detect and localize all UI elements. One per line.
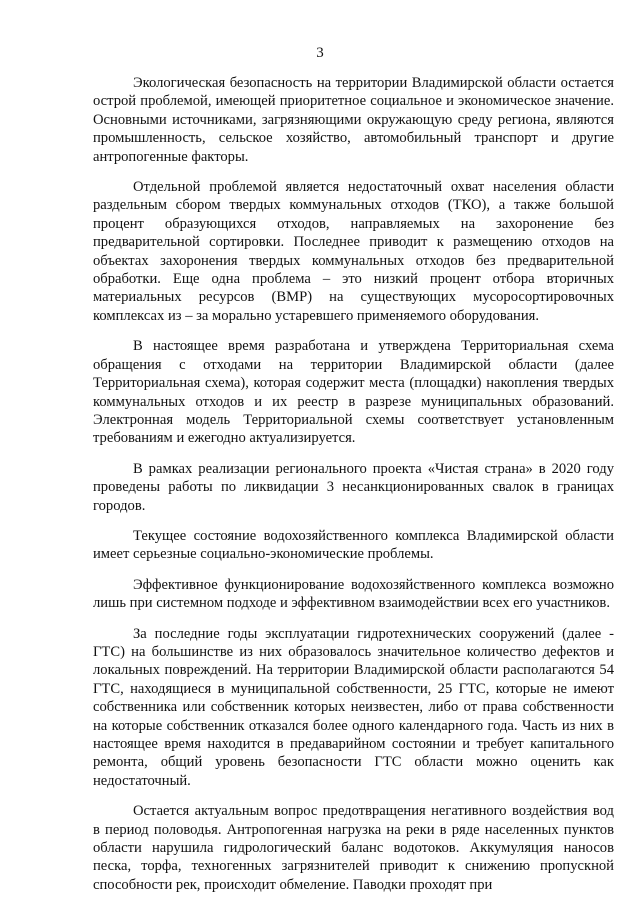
paragraph-territorial-scheme: В настоящее время разработана и утверждена Территориальная схема обращения с отходами на территории Владимирской области (далее Территориальная схема), которая содержит места (площадки) накопления твердых коммунальных отходов и их реестр в разрезе муниципальных образований. Электронная модель Территориальной схемы соответствует установленным требованиям и ежегодно актуализируется. (93, 338, 614, 447)
paragraph-clean-country-project: В рамках реализации регионального проекта «Чистая страна» в 2020 году проведены работы по ликвидации 3 несанкционированных свалок в границах городов. (93, 460, 614, 514)
paragraph-flood-prevention: Остается актуальным вопрос предотвращения негативного воздействия вод в период половодья. Антропогенная нагрузка на реки в ряде населенных пунктов области нарушила гидрологический баланс водотоков. Аккумуляция наносов песка, торфа, техногенных загрязнителей приводит к снижению пропускной способности рек, происходит обмеление. Паводки проходят при (93, 803, 614, 893)
paragraph-waste-collection: Отдельной проблемой является недостаточный охват населения области раздельным сбором твердых коммунальных отходов (ТКО), а также большой процент образующихся отходов, направляемых на захоронение без предварительной сортировки. Последнее приводит к размещению отходов на объектах захоронения твердых коммунальных отходов без предварительной обработки. Еще одна проблема – это низкий процент отбора вторичных материальных ресурсов (ВМР) на существующих мусоросортировочных комплексах из – за морально устаревшего применяемого оборудования. (93, 179, 614, 324)
paragraph-water-complex-efficiency: Эффективное функционирование водохозяйственного комплекса возможно лишь при системном подходе и эффективном взаимодействии всех его участников. (93, 576, 614, 612)
page-number: 3 (316, 45, 324, 61)
paragraph-ecological-safety: Экологическая безопасность на территории Владимирской области остается острой проблемой, имеющей приоритетное социальное и экономическое значение. Основными источниками, загрязняющими окружающую среду региона, являются промышленность, сельское хозяйство, автомобильный транспорт и другие антропогенные факторы. (93, 75, 614, 165)
paragraph-hydraulic-structures: За последние годы эксплуатации гидротехнических сооружений (далее - ГТС) на большинстве из них образовалось значительное количество дефектов и локальных повреждений. На территории Владимирской области располагаются 54 ГТС, находящиеся в муниципальной собственности, 25 ГТС, которые не имеют собственника или собственник которых неизвестен, либо от права собственности на которые собственник отказался более одного календарного года. Часть из них в настоящее время находится в предаварийном состоянии и требует капитального ремонта, общий уровень безопасности ГТС области можно оценить как недостаточный. (93, 625, 614, 789)
document-body (93, 74, 614, 906)
paragraph-water-complex-state: Текущее состояние водохозяйственного комплекса Владимирской области имеет серьезные социально-экономические проблемы. (93, 527, 614, 563)
